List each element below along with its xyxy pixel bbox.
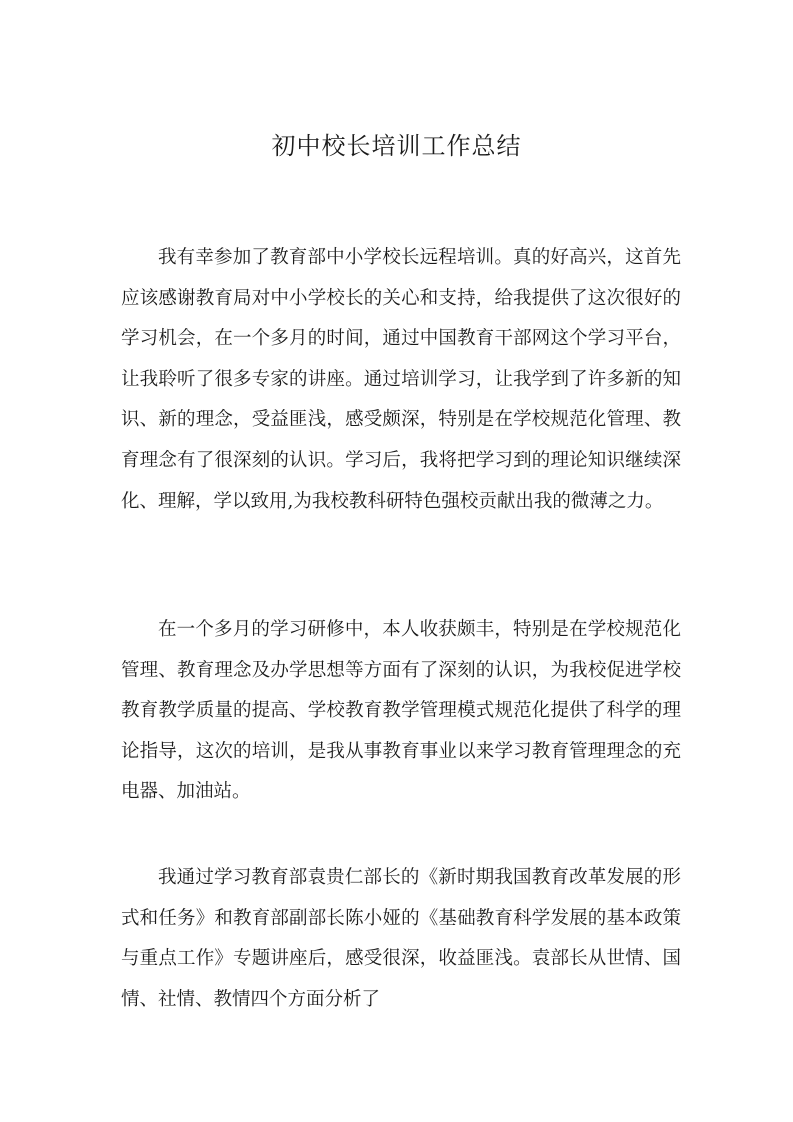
paragraph-2: 在一个多月的学习研修中，本人收获颇丰，特别是在学校规范化管理、教育理念及办学思想等方面有了深刻的认识，为我校促进学校教育教学质量的提高、学校教育教学管理模式规范化提供了科学的理论指导，这次的培训，是我从事教育事业以来学习教育管理理念的充电器、加油站。 [121, 619, 681, 803]
paragraph-1: 我有幸参加了教育部中小学校长远程培训。真的好高兴，这首先应该感谢教育局对中小学校长的关心和支持，给我提供了这次很好的学习机会，在一个多月的时间，通过中国教育干部网这个学习平台，让我聆听了很多专家的讲座。通过培训学习，让我学到了许多新的知识、新的理念，受益匪浅，感受颇深，特别是在学校规范化管理、教育理念有了很深刻的认识。学习后，我将把学习到的理论知识继续深化、理解，学以致用,为我校教科研特色强校贡献出我的微薄之力。 [121, 247, 681, 512]
document-title: 初中校长培训工作总结 [271, 132, 522, 160]
paragraph-3: 我通过学习教育部袁贵仁部长的《新时期我国教育改革发展的形式和任务》和教育部副部长陈小娅的《基础教育科学发展的基本政策与重点工作》专题讲座后，感受很深，收益匪浅。袁部长从世情、国情、社情、教情四个方面分析了 [121, 867, 681, 1010]
